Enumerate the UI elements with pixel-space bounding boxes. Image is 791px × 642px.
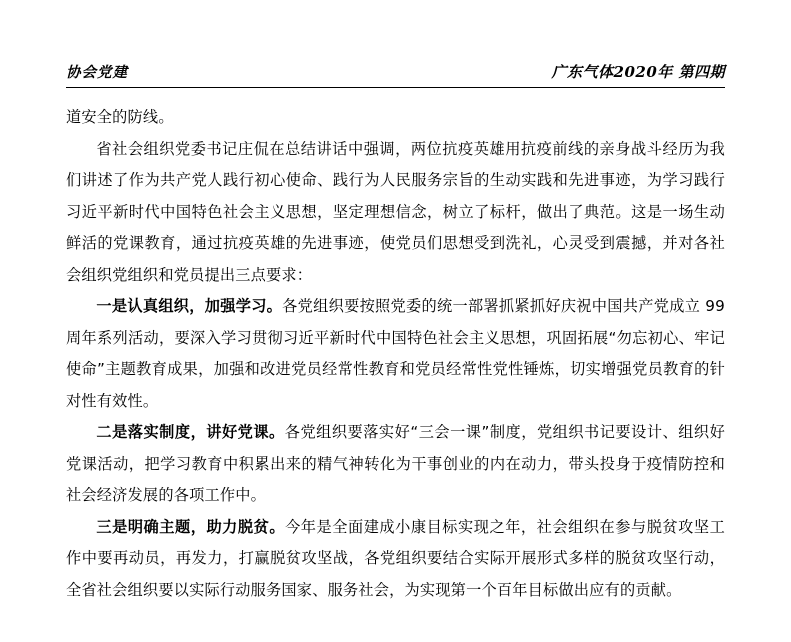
paragraph-lead: 二是落实制度，讲好党课。: [96, 423, 285, 441]
paragraph: [66, 102, 725, 134]
header-section-title: 协会党建: [66, 64, 128, 81]
paragraph-lead: 三是明确主题，助力脱贫。: [96, 517, 286, 536]
paragraph: [66, 291, 725, 417]
paragraph: [66, 134, 725, 292]
header-publication-title: 广东气体2020年 第四期: [551, 63, 725, 81]
header-divider: [66, 87, 725, 88]
paragraph: [66, 512, 725, 607]
paragraph-text: 各党组织要按照党委的统一部署抓紧抓好庆祝中国共产党成立 99 周年系列活动，要深入学习贯彻习近平新时代中国特色社会主义思想，巩固拓展“勿忘初心、牢记使命”主题教育成果，加强和改进党员经常性教育和党员经常性党性锤炼，切实增强党员教育的针对性有效性。: [66, 297, 726, 410]
paragraph-lead: 一是认真组织，加强学习。: [96, 297, 283, 315]
paragraph-text: 各党组织要落实好“三会一课”制度，党组织书记要设计、组织好党课活动，把学习教育中积累出来的精气神转化为干事创业的内在动力，带头投身于疫情防控和社会经济发展的各项工作中。: [66, 423, 725, 504]
document-body: [66, 88, 725, 606]
paragraph-text: 道安全的防线。: [66, 108, 174, 126]
paragraph-text: 省社会组织党委书记庄侃在总结讲话中强调，两位抗疫英雄用抗疫前线的亲身战斗经历为我们讲述了作为共产党人践行初心使命、践行为人民服务宗旨的生动实践和先进事迹，为学习践行习近平新时代中国特色社会主义思想，坚定理想信念，树立了标杆，做出了典范。这是一场生动鲜活的党课教育，通过抗疫英雄的先进事迹，使党员们思想受到洗礼，心灵受到震撼，并对各社会组织党组织和党员提出三点要求：: [66, 139, 725, 284]
paragraph-text: 今年是全面建成小康目标实现之年，社会组织在参与脱贫攻坚工作中要再动员，再发力，打赢脱贫攻坚战，各党组织要结合实际开展形式多样的脱贫攻坚行动，全省社会组织要以实际行动服务国家、服务社会，为实现第一个百年目标做出应有的贡献。: [66, 517, 725, 599]
paragraph: [66, 417, 725, 512]
page-header: [66, 0, 725, 88]
